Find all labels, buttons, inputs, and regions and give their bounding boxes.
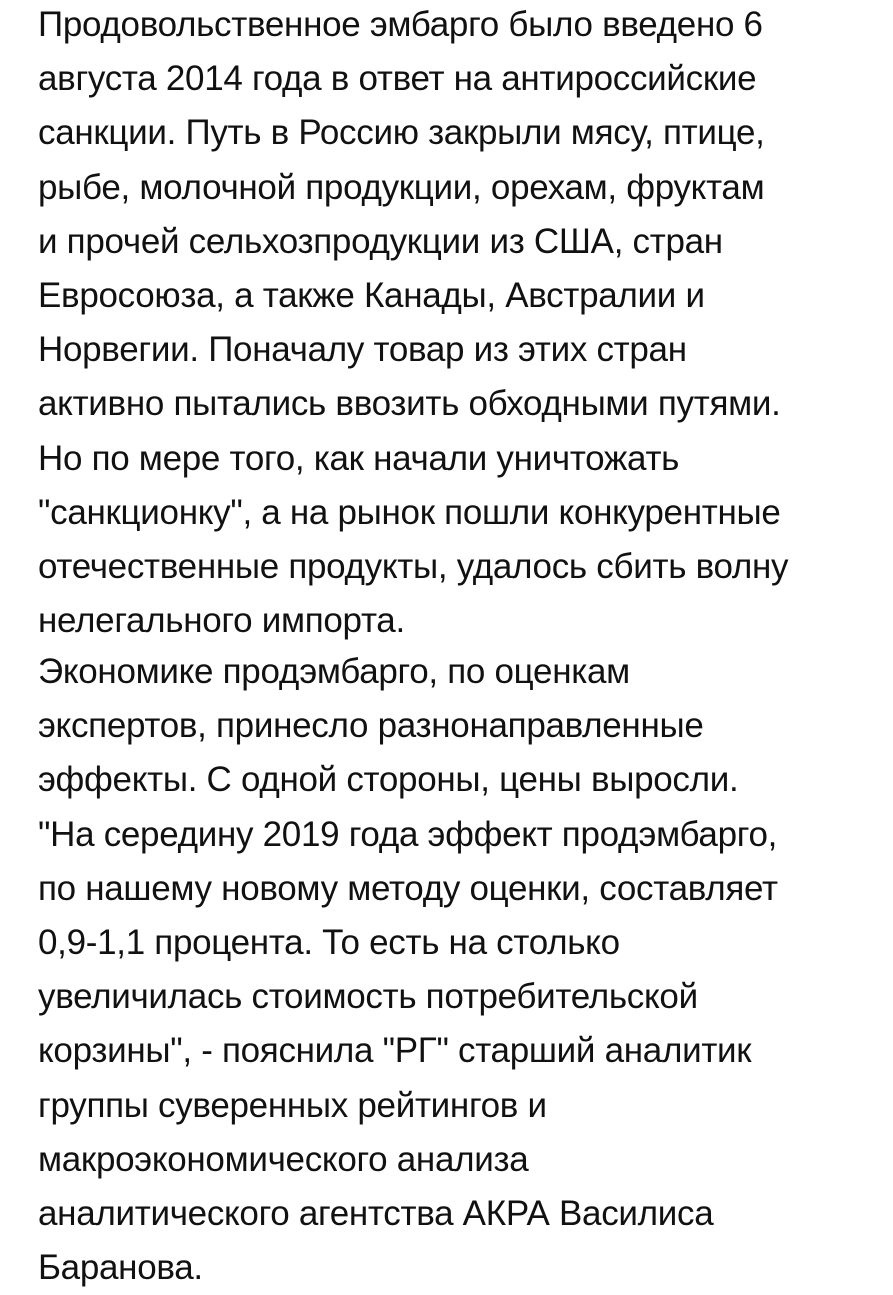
text-line: Экономике продэмбарго, по оценкам <box>38 652 630 691</box>
text-line: активно пытались ввозить обходными путями. <box>38 384 781 424</box>
text-line: рыбе, молочной продукции, орехам, фруктам <box>38 167 765 207</box>
text-line: аналитического агентства АКРА Василиса <box>38 1194 714 1234</box>
text-line: корзины", - пояснила "РГ" старший аналитик <box>38 1031 752 1071</box>
text-line: нелегального импорта. <box>38 601 405 641</box>
text-line: экспертов, принесло разнонаправленные <box>38 706 704 746</box>
text-line: по нашему новому методу оценки, составляет <box>38 868 778 908</box>
text-line: макроэкономического анализа <box>38 1139 529 1179</box>
text-line: 0,9-1,1 процента. То есть на столько <box>38 923 620 963</box>
text-line: августа 2014 года в ответ на антироссийские <box>38 59 757 99</box>
text-line: эффекты. С одной стороны, цены выросли. <box>38 760 739 800</box>
text-line: отечественные продукты, удалось сбить волну <box>38 547 789 587</box>
text-line: "На середину 2019 года эффект продэмбарго, <box>38 814 778 854</box>
text-line: Баранова. <box>38 1248 203 1288</box>
text-line: группы суверенных рейтингов и <box>38 1085 547 1125</box>
text-line: "санкционку", а на рынок пошли конкурентные <box>38 492 781 532</box>
text-line: санкции. Путь в Россию закрыли мясу, птице, <box>38 113 765 153</box>
text-line: Евросоюза, а также Канады, Австралии и <box>38 276 705 316</box>
text-line: Норвегии. Поначалу товар из этих стран <box>38 330 687 370</box>
text-line: Но по мере того, как начали уничтожать <box>38 438 680 478</box>
text-line: и прочей сельхозпродукции из США, стран <box>38 221 723 261</box>
text-line: увеличилась стоимость потребительской <box>38 977 698 1017</box>
paragraph-embargo-intro <box>38 0 878 648</box>
text-line: Продовольственное эмбарго было введено 6 <box>38 5 763 44</box>
paragraph-economic-effects <box>38 645 878 1295</box>
